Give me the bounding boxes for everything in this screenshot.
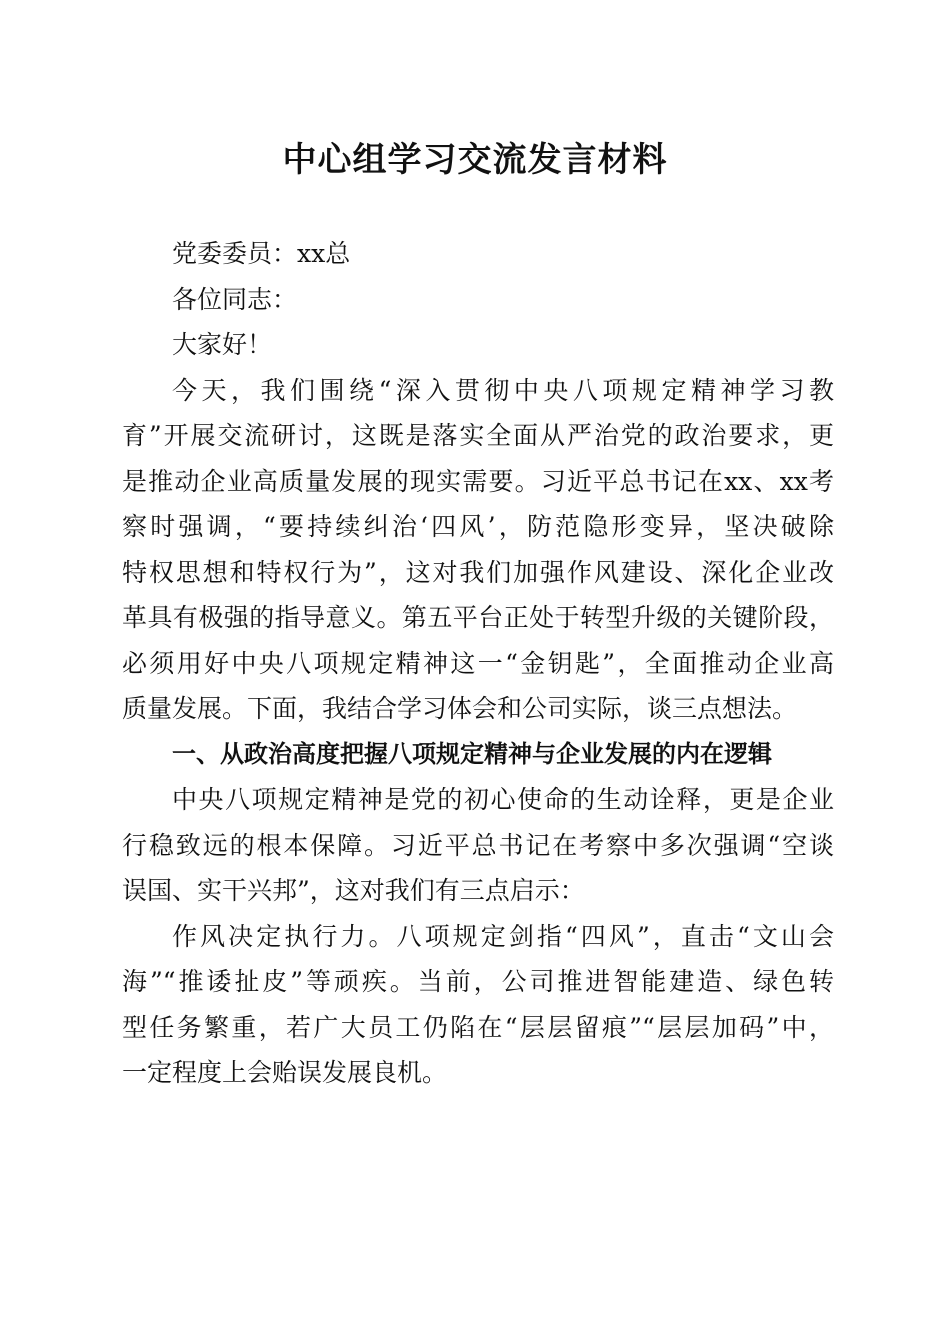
paragraph-line: 行稳致远的根本保障。习近平总书记在考察中多次强调“空谈 xyxy=(122,830,834,860)
paragraph-line: 作风决定执行力。八项规定剑指“四风”，直击“文山会 xyxy=(172,921,834,951)
paragraph-line: 育”开展交流研讨，这既是落实全面从严治党的政治要求，更 xyxy=(122,421,834,450)
paragraph-line: 一定程度上会贻误发展良机。 xyxy=(122,1058,448,1087)
section-heading: 一、从政治高度把握八项规定精神与企业发展的内在逻辑 xyxy=(172,739,772,768)
paragraph-3 xyxy=(122,914,834,1096)
paragraph-line: 中央八项规定精神是党的初心使命的生动诠释，更是企业 xyxy=(172,785,834,814)
document-body xyxy=(122,231,834,1096)
paragraph-line: 察时强调，“要持续纠治‘四风’，防范隐形变异，坚决破除 xyxy=(122,512,834,541)
paragraph-line: 今天，我们围绕“深入贯彻中央八项规定精神学习教 xyxy=(172,375,834,405)
paragraph-line: 革具有极强的指导意义。第五平台正处于转型升级的关键阶段， xyxy=(122,603,834,632)
paragraph-line: 型任务繁重，若广大员工仍陷在“层层留痕”“层层加码”中， xyxy=(122,1012,834,1042)
greeting-line-1: 各位同志： xyxy=(172,284,298,314)
document-title: 中心组学习交流发言材料 xyxy=(282,140,668,180)
greeting-line-2: 大家好！ xyxy=(172,330,273,359)
paragraph-line: 特权思想和特权行为”，这对我们加强作风建设、深化企业改 xyxy=(122,557,834,587)
paragraph-line: 海”“推诿扯皮”等顽疾。当前，公司推进智能建造、绿色转 xyxy=(122,967,834,996)
paragraph-line: 必须用好中央八项规定精神这一“金钥匙”，全面推动企业高 xyxy=(122,648,834,678)
speaker-line: 党委委员：xx总 xyxy=(172,239,351,268)
paragraph-line: 质量发展。下面，我结合学习体会和公司实际，谈三点想法。 xyxy=(122,694,798,723)
paragraph-1 xyxy=(122,368,834,732)
paragraph-2 xyxy=(122,777,834,914)
paragraph-line: 误国、实干兴邦”，这对我们有三点启示： xyxy=(122,876,585,905)
paragraph-line: 是推动企业高质量发展的现实需要。习近平总书记在xx、xx考 xyxy=(122,466,834,496)
